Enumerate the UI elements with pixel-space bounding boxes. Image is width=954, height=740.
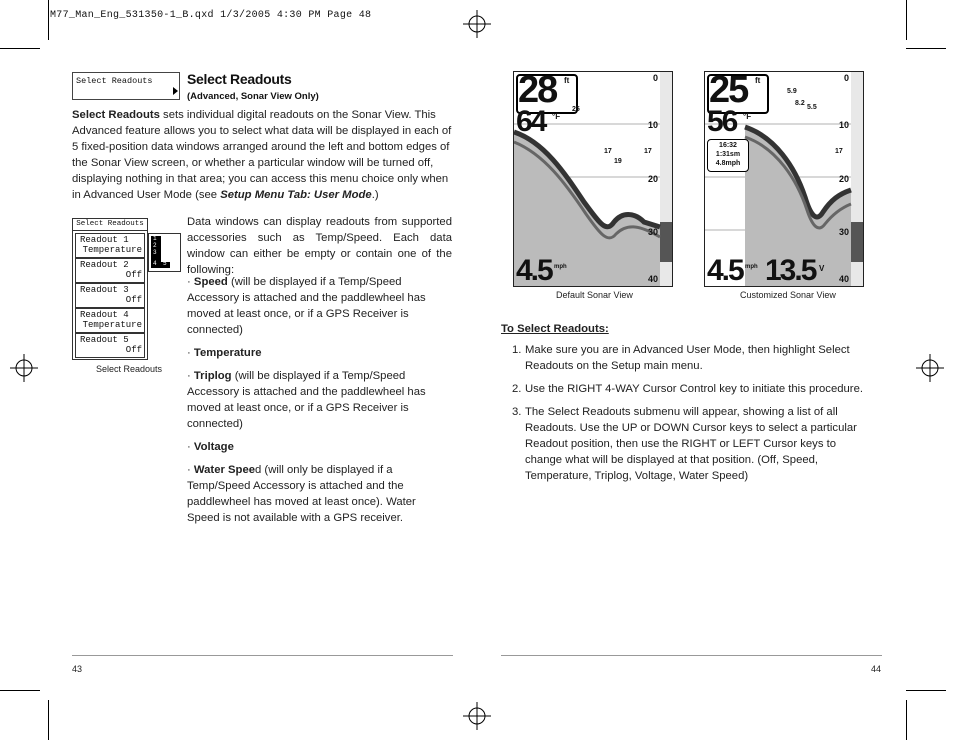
readout-options-list <box>187 274 443 533</box>
speed-readout: 4.5 <box>516 254 552 287</box>
triplog-time: 16:32 <box>719 142 737 149</box>
depth-scale-40: 40 <box>647 274 658 284</box>
depth-scale-40: 40 <box>838 274 849 284</box>
submenu-row: Readout 5 Off <box>75 333 145 358</box>
procedure-steps <box>501 342 873 491</box>
depth-scale-30: 30 <box>838 227 849 237</box>
option-voltage: · Voltage <box>187 441 234 453</box>
triplog-speed: 4.8mph <box>715 160 741 167</box>
temperature-readout: 64 <box>516 105 546 138</box>
depth-scale-0: 0 <box>652 73 658 83</box>
speed-unit: mph <box>554 264 567 270</box>
fish-id-icon: 17 <box>835 148 843 155</box>
procedure-step: 1. Make sure you are in Advanced User Mode, then highlight Select Readouts on the Setup main menu. <box>512 344 850 372</box>
option-triplog: · Triplog (will be displayed if a Temp/Speed Accessory is attached and the paddlewheel has moved at least once, or if a GPS Receiver is connected) <box>187 370 426 430</box>
speed-readout: 4.5 <box>707 254 743 287</box>
procedure-step: 3. The Select Readouts submenu will appear, showing a list of all Readouts. Use the UP or DOWN Cursor keys to select a particular Readout position, then use the RIGHT or LEFT Cursor keys to change what will be displayed at that position. (Off, Speed, Temperature, Triplog, Voltage, Water Speed) <box>512 406 857 482</box>
depth-scale-0: 0 <box>843 73 849 83</box>
voltage-unit: V <box>819 264 825 273</box>
intro-lead: Select Readouts <box>72 109 160 121</box>
speed-unit: mph <box>745 264 758 270</box>
position-digit: 4 <box>153 260 157 267</box>
option-water-speed: · Water Speed (will only be displayed if a Temp/Speed Accessory is attached and the paddlewheel has moved at least once). Water Speed is not available with a GPS receiver. <box>187 464 416 524</box>
menu-item-label: Select Readouts <box>76 76 153 86</box>
footer-rule-left <box>72 655 453 656</box>
submenu-row: Readout 1 Temperature <box>75 233 145 258</box>
procedure-heading: To Select Readouts: <box>501 323 609 335</box>
fish-id-icon: 17 <box>644 148 652 155</box>
custom-sonar-caption: Customized Sonar View <box>740 290 836 300</box>
option-speed: · Speed (will be displayed if a Temp/Speed Accessory is attached and the paddlewheel has moved at least once, or if a GPS Receiver is connected) <box>187 276 426 336</box>
depth-unit: ft <box>564 76 570 85</box>
procedure-step: 2. Use the RIGHT 4-WAY Cursor Control key to initiate this procedure. <box>512 383 863 395</box>
file-slug: M77_Man_Eng_531350-1_B.qxd 1/3/2005 4:30 PM Page 48 <box>50 10 372 21</box>
depth-scale-30: 30 <box>647 227 658 237</box>
default-sonar-caption: Default Sonar View <box>556 290 633 300</box>
depth-scale-10: 10 <box>647 120 658 130</box>
page-number-right: 44 <box>871 664 882 674</box>
registration-mark-right <box>916 354 944 382</box>
depth-readout: 28 <box>518 71 557 111</box>
submenu-title: Select Readouts <box>73 219 147 231</box>
select-readouts-submenu <box>72 218 148 360</box>
depth-scale-20: 20 <box>647 174 658 184</box>
depth-readout: 25 <box>709 71 748 111</box>
submenu-row: Readout 4 Temperature <box>75 308 145 333</box>
temperature-readout: 56 <box>707 105 737 138</box>
section-heading: Select Readouts <box>187 71 292 87</box>
page-number-left: 43 <box>72 664 83 674</box>
position-digit: 2 <box>153 242 157 249</box>
temperature-unit: °F <box>743 112 752 121</box>
footer-rule-right <box>501 655 882 656</box>
section-subheading: (Advanced, Sonar View Only) <box>187 91 319 102</box>
sonar-custom-view <box>704 71 864 287</box>
menu-item-select-readouts <box>72 72 180 100</box>
triplog-readout-box <box>707 139 749 172</box>
fish-id-icon: 17 <box>604 148 612 155</box>
intro-end: .) <box>371 189 379 201</box>
intro-reference: Setup Menu Tab: User Mode <box>220 189 372 201</box>
temperature-unit: °F <box>552 112 561 121</box>
depth-unit: ft <box>755 76 761 85</box>
depth-scale-10: 10 <box>838 120 849 130</box>
fish-id-icon: 25 <box>572 106 580 113</box>
registration-mark-bottom <box>463 702 491 730</box>
submenu-caption: Select Readouts <box>96 364 163 374</box>
option-temperature: · Temperature <box>187 347 262 359</box>
readout-position-diagram <box>148 233 181 272</box>
position-digit: 3 <box>153 249 157 256</box>
submenu-row: Readout 3 Off <box>75 283 145 308</box>
fish-id-icon: 8.2 <box>795 100 805 107</box>
voltage-readout: 13.5 <box>765 254 816 287</box>
intro-body: sets individual digital readouts on the Sonar View. This Advanced feature allows you to select what data will be displayed in each of 5 fixed-position data windows arranged around the left and bottom edges of the Sonar View screen, or whether a particular window will be turned off, displaying nothing in that area; you can access this menu choice only when in Advanced User Mode (see <box>72 109 452 201</box>
registration-mark-top <box>463 10 491 38</box>
position-digit: 1 <box>153 235 157 242</box>
fish-id-icon: 5.5 <box>807 104 817 111</box>
submenu-row: Readout 2 Off <box>75 258 145 283</box>
position-digit: 5 <box>163 260 167 267</box>
triplog-distance: 1:31sm <box>715 151 741 158</box>
depth-scale-20: 20 <box>838 174 849 184</box>
sonar-default-view <box>513 71 673 287</box>
registration-mark-left <box>10 354 38 382</box>
intro-paragraph <box>72 107 452 203</box>
fish-id-icon: 5.9 <box>787 88 797 95</box>
data-windows-paragraph: Data windows can display readouts from supported accessories such as Temp/Speed. Each data window can either be empty or contain one of the following: <box>187 216 452 276</box>
fish-id-icon: 19 <box>614 158 622 165</box>
arrow-right-icon <box>173 87 178 95</box>
